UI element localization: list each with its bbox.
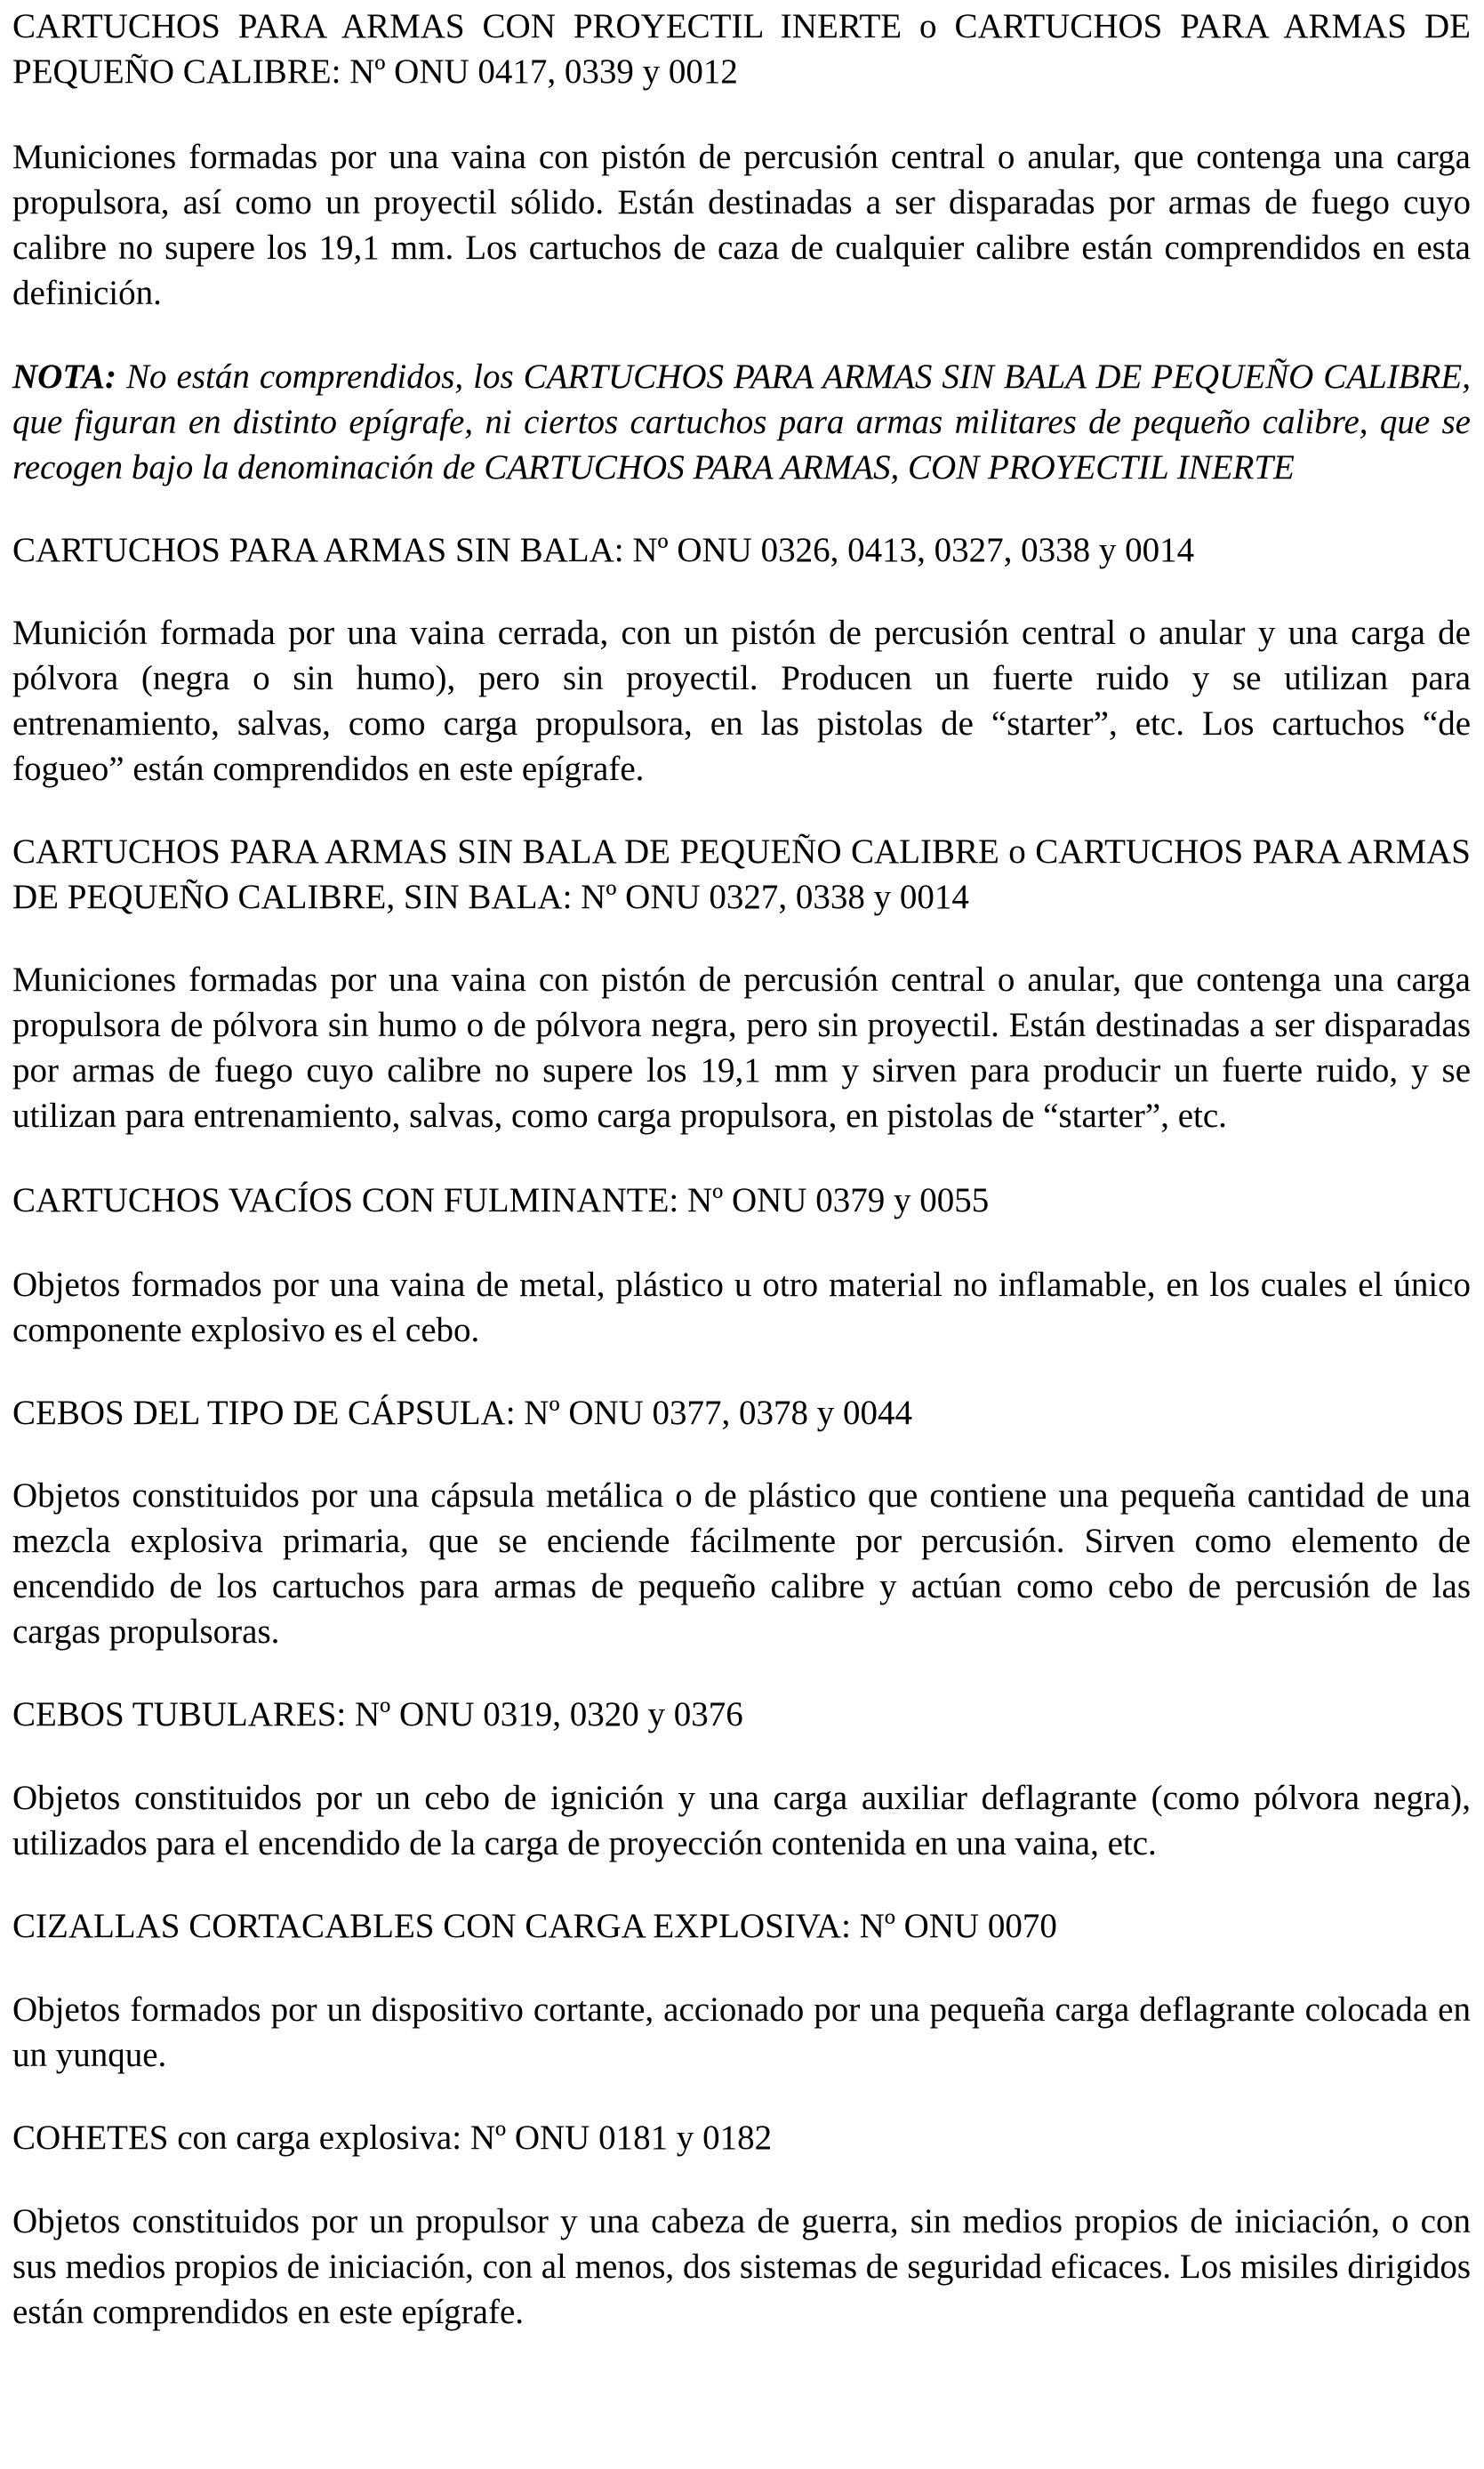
note-label: NOTA: <box>12 358 116 396</box>
section-heading: CEBOS DEL TIPO DE CÁPSULA: Nº ONU 0377, 0378 y 0044 <box>12 1394 913 1432</box>
section-heading: CARTUCHOS PARA ARMAS CON PROYECTIL INERTE o CARTUCHOS PARA ARMAS DE PEQUEÑO CALIBRE: Nº ONU 0417, 0339 y 0012 <box>12 7 1471 91</box>
section-heading: CARTUCHOS PARA ARMAS SIN BALA: Nº ONU 0326, 0413, 0327, 0338 y 0014 <box>12 531 1195 569</box>
section-heading: CARTUCHOS PARA ARMAS SIN BALA DE PEQUEÑO CALIBRE o CARTUCHOS PARA ARMAS DE PEQUEÑO CALIBRE, SIN BALA: Nº ONU 0327, 0338 y 0014 <box>12 832 1471 916</box>
section-body: Objetos constituidos por un cebo de ignición y una carga auxiliar deflagrante (como pólvora negra), utilizados para el encendido de la carga de proyección contenida en una vaina, etc. <box>12 1779 1471 1862</box>
section-body: Municiones formadas por una vaina con pistón de percusión central o anular, que contenga una carga propulsora, así como un proyectil sólido. Están destinadas a ser disparadas por armas de fuego cuyo calibre no supere los 19,1 mm. Los cartuchos de caza de cualquier calibre están comprendidos en esta definición. <box>12 138 1471 312</box>
note-text: No están comprendidos, los CARTUCHOS PARA ARMAS SIN BALA DE PEQUEÑO CALIBRE, que figuran en distinto epígrafe, ni ciertos cartuchos para armas militares de pequeño calibre, que se recogen bajo la denominación de CARTUCHOS PARA ARMAS, CON PROYECTIL INERTE <box>12 358 1471 487</box>
section-body: Municiones formadas por una vaina con pistón de percusión central o anular, que contenga una carga propulsora de pólvora sin humo o de pólvora negra, pero sin proyectil. Están destinadas a ser disparadas por armas de fuego cuyo calibre no supere los 19,1 mm y sirven para producir un fuerte ruido, y se utilizan para entrenamiento, salvas, como carga propulsora, en pistolas de “starter”, etc. <box>12 961 1471 1135</box>
section-body: Objetos formados por un dispositivo cortante, accionado por una pequeña carga deflagrante colocada en un yunque. <box>12 1990 1471 2074</box>
section-body: Objetos formados por una vaina de metal, plástico u otro material no inflamable, en los cuales el único componente explosivo es el cebo. <box>12 1266 1471 1349</box>
section-heading: COHETES con carga explosiva: Nº ONU 0181 y 0182 <box>12 2119 773 2157</box>
section-heading: CIZALLAS CORTACABLES CON CARGA EXPLOSIVA: Nº ONU 0070 <box>12 1907 1057 1945</box>
section-heading: CARTUCHOS VACÍOS CON FULMINANTE: Nº ONU 0379 y 0055 <box>12 1181 990 1219</box>
section-body: Objetos constituidos por una cápsula metálica o de plástico que contiene una pequeña cantidad de una mezcla explosiva primaria, que se enciende fácilmente por percusión. Sirven como elemento de encendido de los cartuchos para armas de pequeño calibre y actúan como cebo de percusión de las cargas propulsoras. <box>12 1476 1471 1651</box>
section-body: Munición formada por una vaina cerrada, con un pistón de percusión central o anular y una carga de pólvora (negra o sin humo), pero sin proyectil. Producen un fuerte ruido y se utilizan para entrenamiento, salvas, como carga propulsora, en las pistolas de “starter”, etc. Los cartuchos “de fogueo” están comprendidos en este epígrafe. <box>12 614 1471 788</box>
section-heading: CEBOS TUBULARES: Nº ONU 0319, 0320 y 0376 <box>12 1695 743 1733</box>
note-paragraph <box>12 354 1471 490</box>
document-page <box>12 4 1471 2335</box>
section-body: Objetos constituidos por un propulsor y una cabeza de guerra, sin medios propios de iniciación, o con sus medios propios de iniciación, con al menos, dos sistemas de seguridad eficaces. Los misiles dirigidos están comprendidos en este epígrafe. <box>12 2202 1471 2331</box>
